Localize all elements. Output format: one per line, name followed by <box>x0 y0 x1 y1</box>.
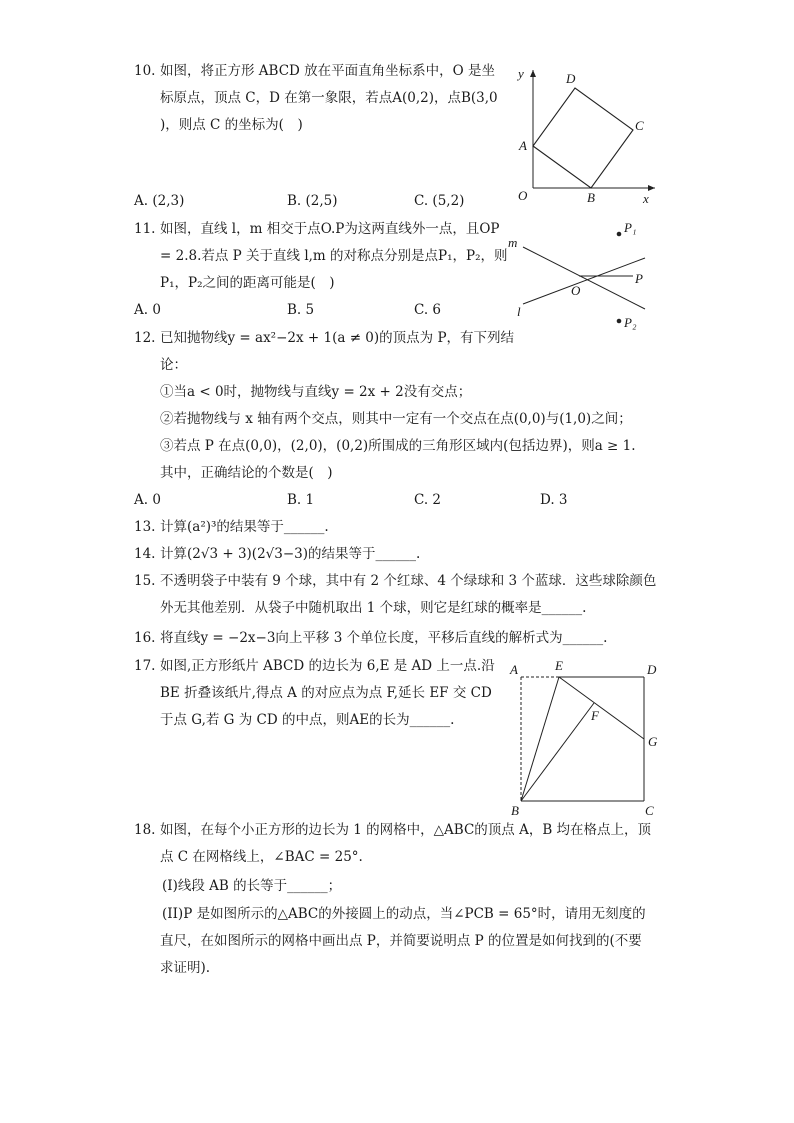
q12-option-b: B. 1 <box>287 492 315 508</box>
q10-line-2: 标原点，顶点 C，D 在第一象限，若点A(0,2)，点B(3,0 <box>160 90 498 106</box>
q11-label-o: O <box>571 283 581 298</box>
q11-label-p: P <box>635 271 643 286</box>
q12-option-c: C. 2 <box>414 492 442 508</box>
q17-label-f: F <box>591 708 599 723</box>
q13-number: 13. <box>134 519 156 535</box>
q18-line-2: 点 C 在网格线上，∠BAC = 25°. <box>160 849 363 865</box>
q14-text: 计算(2√3 + 3)(2√3−3)的结果等于______. <box>160 546 421 562</box>
q11-label-p1: P₁ <box>624 220 637 235</box>
q11-option-a: A. 0 <box>134 302 161 318</box>
q10-number: 10. <box>134 63 156 79</box>
q18-line-3: (I)线段 AB 的长等于______； <box>162 878 342 894</box>
q17-line-3: 于点 G,若 G 为 CD 的中点，则AE的长为______. <box>160 712 455 728</box>
q16-text: 将直线y = −2x−3向上平移 3 个单位长度，平移后直线的解析式为______. <box>160 630 608 646</box>
q10-option-b: B. (2,5) <box>287 193 338 209</box>
q11-line-2: = 2.8.若点 P 关于直线 l,m 的对称点分别是点P₁，P₂，则 <box>160 248 508 264</box>
q12-line-6: 其中，正确结论的个数是( ) <box>160 465 333 481</box>
q18-line-4: (II)P 是如图所示的△ABC的外接圆上的动点，当∠PCB = 65°时，请用无刻度的 <box>162 906 646 922</box>
q17-label-e: E <box>555 658 563 673</box>
q17-fold-figure <box>505 655 670 820</box>
q11-lines-figure <box>505 215 665 335</box>
q12-line-1: 已知抛物线y = ax²−2x + 1(a ≠ 0)的顶点为 P，有下列结 <box>160 330 515 346</box>
q10-coordinate-figure <box>505 60 665 210</box>
q17-line-1: 如图,正方形纸片 ABCD 的边长为 6,E 是 AD 上一点.沿 <box>160 658 495 674</box>
q18-line-5: 直尺，在如图所示的网格中画出点 P，并简要说明点 P 的位置是如何找到的(不要 <box>160 933 642 949</box>
q12-option-a: A. 0 <box>134 492 161 508</box>
q18-line-1: 如图，在每个小正方形的边长为 1 的网格中，△ABC的顶点 A，B 均在格点上，顶 <box>160 822 652 838</box>
q17-number: 17. <box>134 658 156 674</box>
q10-label-b: B <box>587 190 595 205</box>
q10-option-a: A. (2,3) <box>134 193 185 209</box>
q15-line-2: 外无其他差别．从袋子中随机取出 1 个球，则它是红球的概率是______. <box>160 600 587 616</box>
q12-line-5: ③若点 P 在点(0,0)，(2,0)，(0,2)所围成的三角形区域内(包括边界)，则a ≥ 1. <box>160 438 636 454</box>
q10-option-c: C. (5,2) <box>414 193 465 209</box>
q17-label-d: D <box>647 662 657 677</box>
q10-label-a: A <box>519 138 527 153</box>
q17-label-c: C <box>645 803 654 818</box>
q10-label-y: y <box>518 66 524 81</box>
q10-label-o: O <box>518 188 528 203</box>
q12-option-d: D. 3 <box>540 492 568 508</box>
q12-line-4: ②若抛物线与 x 轴有两个交点，则其中一定有一个交点在点(0,0)与(1,0)之间； <box>160 411 632 427</box>
q12-line-3: ①当a < 0时，抛物线与直线y = 2x + 2没有交点； <box>160 384 472 400</box>
q12-line-2: 论： <box>160 357 187 373</box>
q10-line-3: )，则点 C 的坐标为( ) <box>160 117 303 133</box>
q10-label-x: x <box>643 191 649 206</box>
q11-number: 11. <box>134 221 156 237</box>
q17-line-2: BE 折叠该纸片,得点 A 的对应点为点 F,延长 EF 交 CD <box>160 685 492 701</box>
q10-line-1: 如图，将正方形 ABCD 放在平面直角坐标系中，O 是坐 <box>160 63 496 79</box>
q12-number: 12. <box>134 330 156 346</box>
q11-line-3: P₁，P₂之间的距离可能是( ) <box>160 275 335 291</box>
q17-label-g: G <box>648 734 658 749</box>
q13-text: 计算(a²)³的结果等于______. <box>160 519 329 535</box>
q15-line-1: 不透明袋子中装有 9 个球，其中有 2 个红球、4 个绿球和 3 个蓝球．这些球除颜色 <box>160 573 657 589</box>
q11-label-m: m <box>508 235 518 250</box>
q11-line-1: 如图，直线 l，m 相交于点O.P为这两直线外一点，且OP <box>160 221 500 237</box>
q18-line-6: 求证明). <box>160 960 211 976</box>
q10-label-d: D <box>566 71 576 86</box>
q16-number: 16. <box>134 630 156 646</box>
q15-number: 15. <box>134 573 156 589</box>
q17-label-a: A <box>510 662 518 677</box>
q10-label-c: C <box>635 118 644 133</box>
q11-label-p2: P₂ <box>624 315 637 330</box>
q11-label-l: l <box>517 304 521 319</box>
q11-option-c: C. 6 <box>414 302 442 318</box>
q18-number: 18. <box>134 822 156 838</box>
q11-option-b: B. 5 <box>287 302 315 318</box>
q17-label-b: B <box>511 803 519 818</box>
q14-number: 14. <box>134 546 156 562</box>
